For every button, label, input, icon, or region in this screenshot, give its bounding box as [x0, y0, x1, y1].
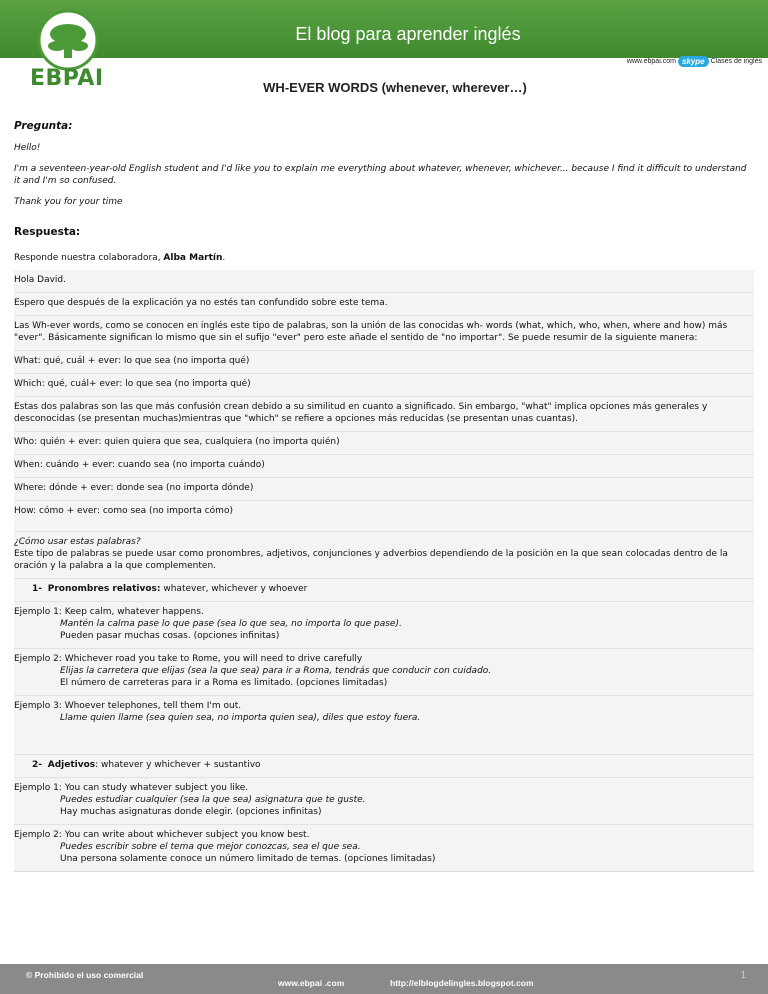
definition-how: How: cómo + ever: como sea (no importa cómo)	[14, 500, 754, 531]
classes-label[interactable]: Clases de inglés	[710, 58, 762, 65]
example-note: El número de carreteras para ir a Roma es limitado. (opciones limitadas)	[60, 678, 388, 688]
usage-section	[14, 531, 754, 578]
example-translation: Puedes escribir sobre el tema que mejor conozcas, sea el que sea.	[60, 842, 361, 852]
section-heading-pronouns	[14, 578, 754, 601]
example-block	[14, 777, 754, 824]
section-subtitle: whatever, whichever y whoever	[160, 584, 308, 594]
section-subtitle: : whatever y whichever + sustantivo	[95, 760, 261, 770]
example-note: Hay muchas asignaturas donde elegir. (opciones infinitas)	[60, 807, 322, 817]
section-heading-adjectives	[14, 754, 754, 777]
question-line: I'm a seventeen-year-old English student and I'd like you to explain me everything about whatever, whenever, whichever... because I find it difficult to understand it and I'm so confused.	[14, 164, 747, 186]
question-line: Thank you for your time	[14, 197, 123, 207]
definition-who: Who: quién + ever: quien quiera que sea, cualquiera (no importa quién)	[14, 431, 754, 454]
skype-icon: skype	[678, 56, 709, 67]
example-english: Ejemplo 2: You can write about whichever subject you know best.	[14, 830, 310, 840]
header-links	[627, 56, 762, 67]
example-block	[14, 695, 754, 754]
definition-when: When: cuándo + ever: cuando sea (no importa cuándo)	[14, 454, 754, 477]
example-english: Ejemplo 1: You can study whatever subject you like.	[14, 783, 249, 793]
intro-suffix: .	[222, 253, 226, 263]
section-number: 1-	[32, 584, 42, 594]
footer-blog-link[interactable]: http://elblogdelingles.blogspot.com	[390, 978, 534, 988]
example-english: Ejemplo 1: Keep calm, whatever happens.	[14, 607, 204, 617]
definition-where: Where: dónde + ever: donde sea (no importa dónde)	[14, 477, 754, 500]
example-translation: Llame quien llame (sea quien sea, no importa quien sea), diles que estoy fuera.	[60, 713, 421, 723]
question-section	[14, 120, 754, 208]
example-note: Una persona solamente conoce un número limitado de temas. (opciones limitadas)	[60, 854, 436, 864]
document-body	[14, 120, 754, 872]
answer-heading: Respuesta:	[14, 226, 81, 238]
example-block	[14, 648, 754, 695]
paragraph: Estas dos palabras son las que más confusión crean debido a su similitud en cuanto a significado. Sin embargo, "what" implica opciones más generales y desconocidas (se presentan muchas)mientras que "which" se refiere a opciones más reducidas (se presentan unas cuantas).	[14, 396, 754, 431]
section-title: Pronombres relativos:	[47, 584, 161, 594]
paragraph: Espero que después de la explicación ya no estés tan confundido sobre este tema.	[14, 292, 754, 315]
example-translation: Puedes estudiar cualquier (sea la que sea) asignatura que te guste.	[60, 795, 366, 805]
section-title: Adjetivos	[47, 760, 96, 770]
author-name: Alba Martín	[163, 253, 223, 263]
paragraph: Las Wh-ever words, como se conocen en inglés este tipo de palabras, son la unión de las conocidas wh- words (what, which, who, when, where and how) más "ever". Básicamente significan lo mismo que sin el sufijo "ever" pero este añade el sentido de "no importar". Se puede resumir de la siguiente manera:	[14, 315, 754, 350]
document-title: WH-EVER WORDS (whenever, wherever…)	[263, 80, 527, 95]
usage-text: Este tipo de palabras se puede usar como pronombres, adjetivos, conjunciones y adverbios dependiendo de la posición en la que sean colocadas dentro de la oración y la palabra a la que complementen.	[14, 549, 728, 571]
site-url[interactable]: www.ebpai.com	[626, 58, 676, 65]
page-number: 1	[740, 970, 746, 981]
question-heading: Pregunta:	[14, 120, 73, 132]
intro-prefix: Responde nuestra colaboradora,	[14, 253, 164, 263]
blog-title: El blog para aprender inglés	[295, 24, 521, 44]
section-number: 2-	[32, 760, 42, 770]
footer-site-link[interactable]: www.ebpai .com	[278, 978, 345, 988]
example-block	[14, 824, 754, 871]
example-block	[14, 601, 754, 648]
example-note: Pueden pasar muchas cosas. (opciones infinitas)	[60, 631, 280, 641]
example-translation: Mantén la calma pase lo que pase (sea lo que sea, no importa lo que pase).	[60, 619, 402, 629]
answer-intro	[14, 252, 754, 264]
copyright-text: © Prohibido el uso comercial	[26, 970, 144, 980]
definition-what: What: qué, cuál + ever: lo que sea (no importa qué)	[14, 350, 754, 373]
greeting: Hola David.	[14, 275, 66, 285]
example-translation: Elijas la carretera que elijas (sea la que sea) para ir a Roma, tendrás que conducir con cuidado.	[60, 666, 492, 676]
usage-question: ¿Cómo usar estas palabras?	[14, 537, 141, 547]
answer-body	[14, 270, 754, 872]
example-english: Ejemplo 2: Whichever road you take to Rome, you will need to drive carefully	[14, 654, 363, 664]
footer	[0, 964, 768, 994]
question-line: Hello!	[14, 143, 41, 153]
example-english: Ejemplo 3: Whoever telephones, tell them I'm out.	[14, 701, 242, 711]
definition-which: Which: qué, cuál+ ever: lo que sea (no importa qué)	[14, 373, 754, 396]
logo-text: EBPAI	[30, 66, 104, 91]
